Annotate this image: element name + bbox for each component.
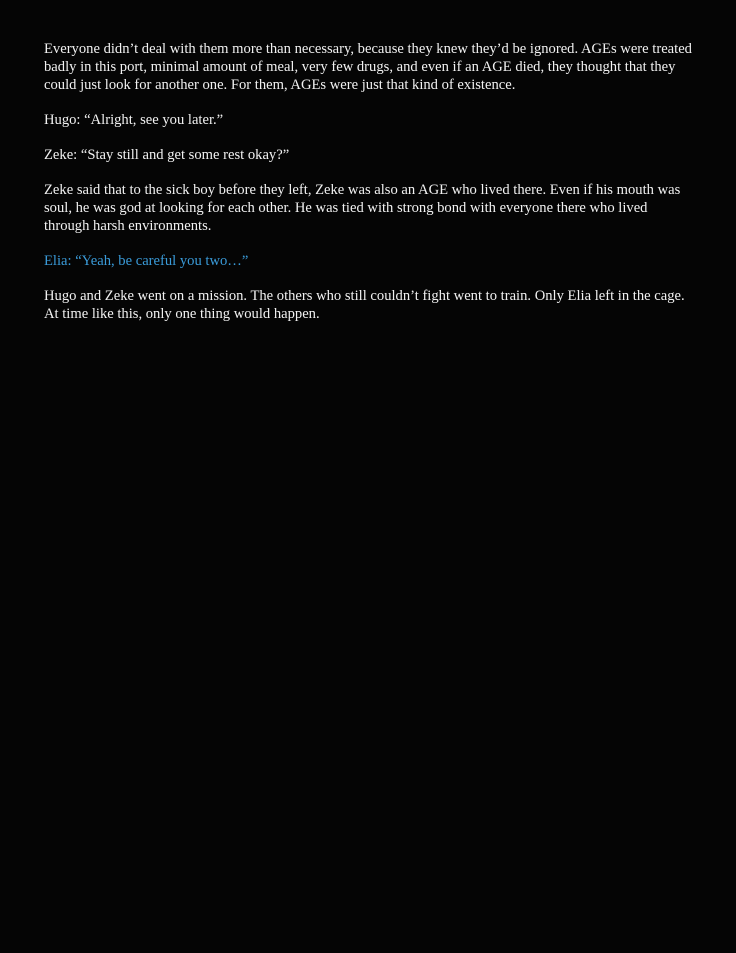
story-text: [44, 40, 696, 340]
narration-paragraph: Everyone didn’t deal with them more than necessary, because they knew they’d be ignored. AGEs were treated badly in this port, minimal amount of meal, very few drugs, and even if an AGE died, they thought that they could just look for another one. For them, AGEs were just that kind of existence.: [44, 41, 692, 93]
dialogue-hugo: Hugo: “Alright, see you later.”: [44, 112, 224, 128]
narration-paragraph: Zeke said that to the sick boy before they left, Zeke was also an AGE who lived there. Even if his mouth was soul, he was god at looking for each other. He was tied with strong bond with everyone there who lived through harsh environments.: [44, 182, 681, 234]
narration-paragraph: Hugo and Zeke went on a mission. The others who still couldn’t fight went to train. Only Elia left in the cage. At time like this, only one thing would happen.: [44, 288, 685, 322]
dialogue-zeke: Zeke: “Stay still and get some rest okay?”: [44, 147, 290, 163]
dialogue-elia: Elia: “Yeah, be careful you two…”: [44, 253, 249, 269]
